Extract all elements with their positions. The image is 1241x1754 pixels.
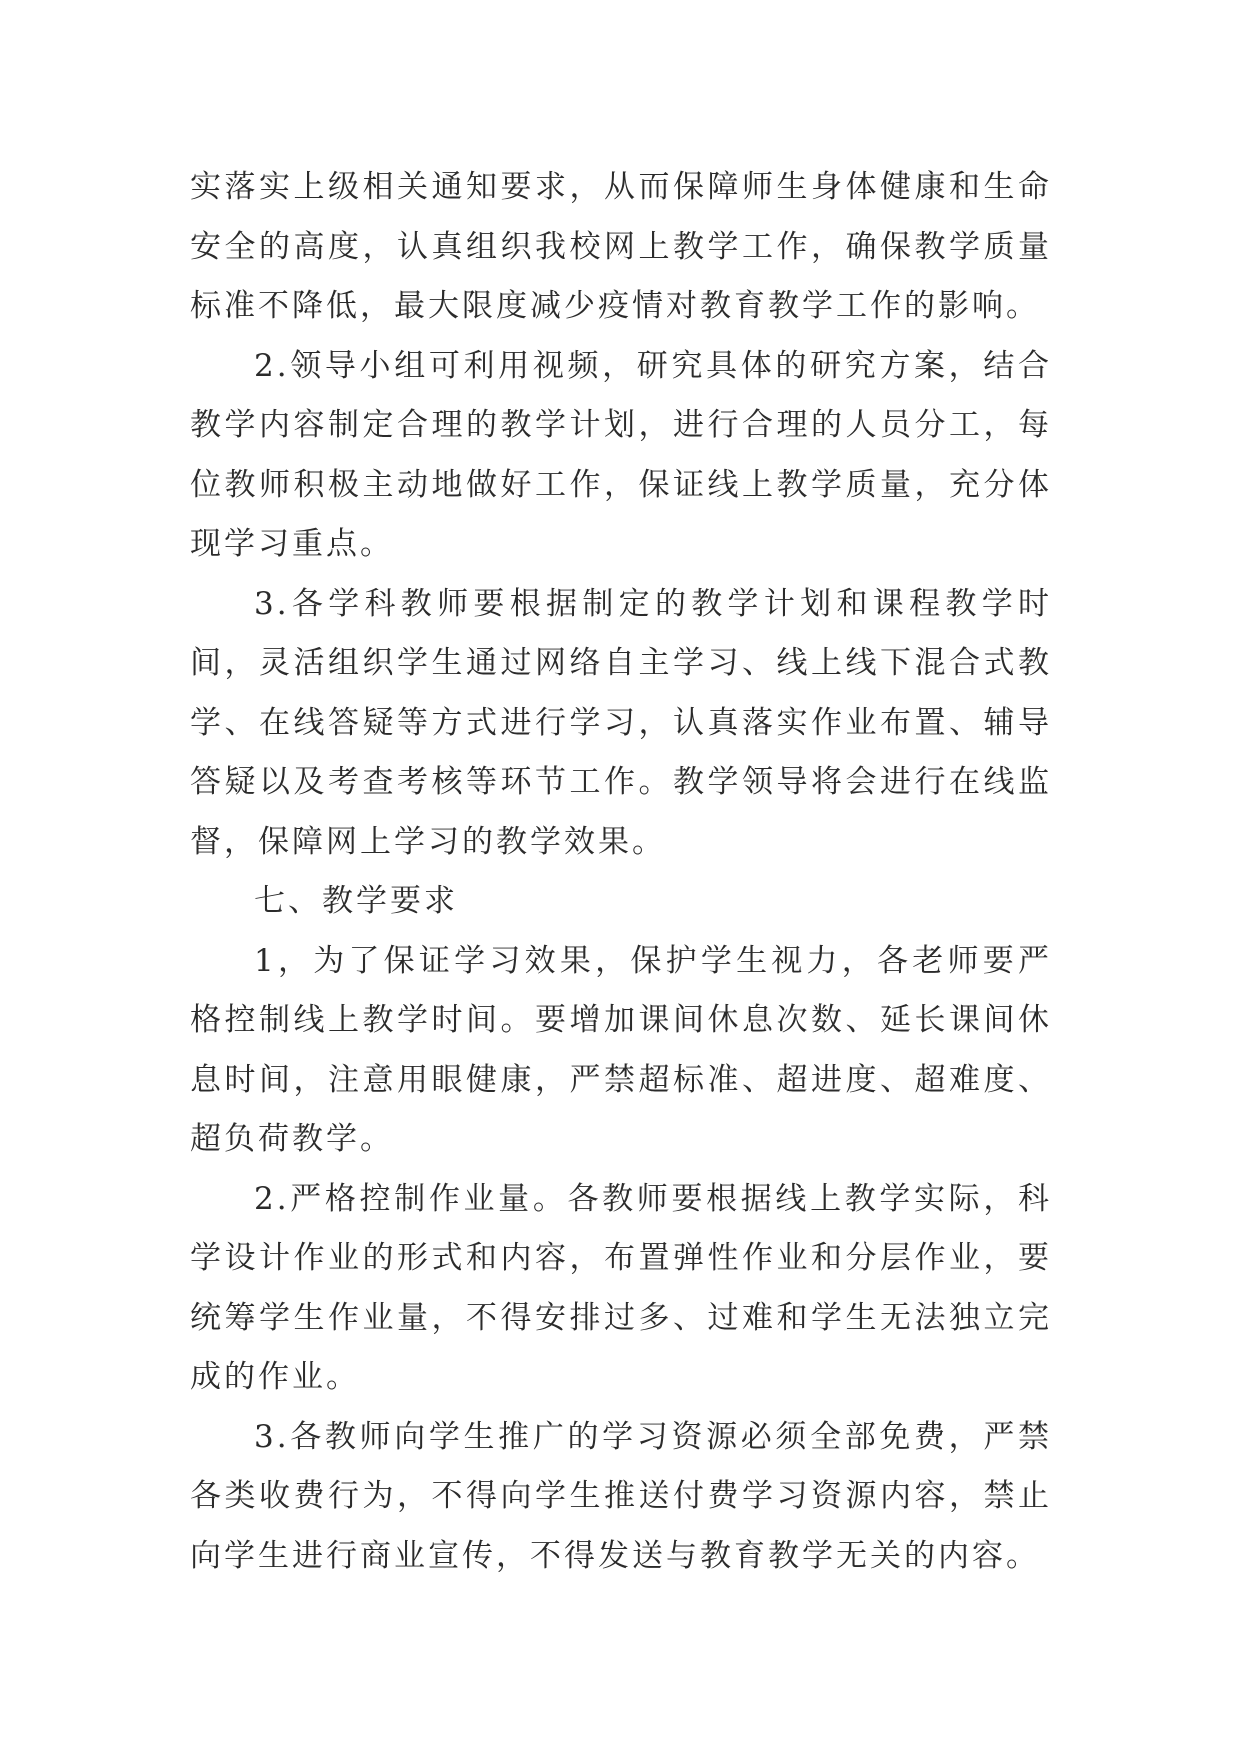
document-body [190,158,1052,1586]
paragraph-requirement-1-screen-time: 1，为了保证学习效果，保护学生视力，各老师要严格控制线上教学时间。要增加课间休息次数、延长课间休息时间，注意用眼健康，严禁超标准、超进度、超难度、超负荷教学。 [190,942,1052,1157]
paragraph-requirement-3-free-resources: 3.各教师向学生推广的学习资源必须全部免费，严禁各类收费行为，不得向学生推送付费学习资源内容，禁止向学生进行商业宣传，不得发送与教育教学无关的内容。 [190,1418,1052,1574]
paragraph-requirement-2-homework: 2.严格控制作业量。各教师要根据线上教学实际，科学设计作业的形式和内容，布置弹性作业和分层作业，要统筹学生作业量，不得安排过多、过难和学生无法独立完成的作业。 [190,1180,1052,1395]
paragraph-item-3-teacher-plan: 3.各学科教师要根据制定的教学计划和课程教学时间，灵活组织学生通过网络自主学习、线上线下混合式教学、在线答疑等方式进行学习，认真落实作业布置、辅导答疑以及考查考核等环节工作。教学领导将会进行在线监督，保障网上学习的教学效果。 [190,585,1052,860]
paragraph-continuation: 实落实上级相关通知要求，从而保障师生身体健康和生命安全的高度，认真组织我校网上教学工作，确保教学质量标准不降低，最大限度减少疫情对教育教学工作的影响。 [190,169,1052,324]
paragraph-item-2-video-planning: 2.领导小组可利用视频，研究具体的研究方案，结合教学内容制定合理的教学计划，进行合理的人员分工，每位教师积极主动地做好工作，保证线上教学质量，充分体现学习重点。 [190,347,1052,562]
section-heading-teaching-requirements: 七、教学要求 [254,883,458,919]
